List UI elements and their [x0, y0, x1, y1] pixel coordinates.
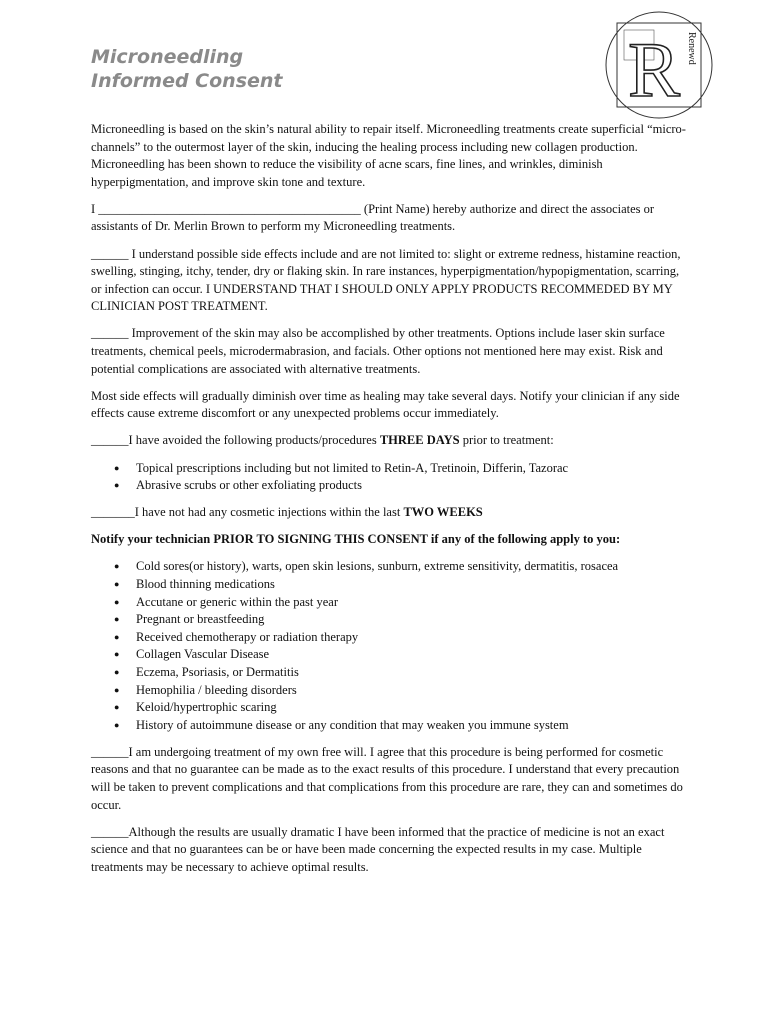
- logo-text: Renewd: [686, 32, 697, 65]
- list-item: ● Accutane or generic within the past year: [136, 594, 687, 612]
- notify-heading: Notify your technician PRIOR TO SIGNING THIS CONSENT if any of the following apply to you:: [91, 532, 621, 547]
- list-item: ● Hemophilia / bleeding disorders: [136, 682, 687, 700]
- list-item: ● Keloid/hypertrophic scaring: [136, 699, 687, 717]
- consent-body: [91, 121, 687, 886]
- injections-paragraph: _______I have not had any cosmetic injections within the last TWO WEEKS: [91, 505, 483, 520]
- free-will-paragraph: ______I am undergoing treatment of my own free will. I agree that this procedure is being performed for cosmetic reasons and that no guarantee can be made as to the exact results of this procedure. I understand that every precaution will be taken to prevent complications and that complications from this procedure are rare, they can and sometimes do occur.: [91, 744, 683, 812]
- results-paragraph: ______Although the results are usually dramatic I have been informed that the practice of medicine is not an exact science and that no guarantees can be or have been made concerning the expected results in my case. Multiple treatments may be necessary to achieve optimal results.: [91, 824, 665, 874]
- page-title: [91, 45, 283, 93]
- list-item: ● Pregnant or breastfeeding: [136, 611, 687, 629]
- authorize-paragraph: I __________________________________________ (Print Name) hereby authorize and direct the associates or assistants of Dr. Merlin Brown to perform my Microneedling treatments.: [91, 201, 655, 234]
- alternatives-paragraph: ______ Improvement of the skin may also be accomplished by other treatments. Options include laser skin surface treatments, chemical peels, microdermabrasion, and facials. Other options not mentioned here may exist. Risk and potential complications are associated with alternative treatments.: [91, 326, 665, 376]
- intro-paragraph: Microneedling is based on the skin’s natural ability to repair itself. Microneedling treatments create superficial “micro-channels” to the outermost layer of the skin, inducing the healing process including new collagen production. Microneedling has been shown to reduce the visibility of acne scars, fine lines, and wrinkles, diminish hyperpigmentation, and improve skin tone and texture.: [91, 122, 686, 189]
- title-line-2: Informed Consent: [91, 70, 283, 92]
- list-item: ● Eczema, Psoriasis, or Dermatitis: [136, 664, 687, 682]
- list-item: ● Abrasive scrubs or other exfoliating products: [136, 477, 687, 495]
- avoided-paragraph: ______I have avoided the following products/procedures THREE DAYS prior to treatment:: [91, 433, 554, 448]
- list-item: ● History of autoimmune disease or any condition that may weaken you immune system: [136, 717, 687, 735]
- logo-letter: R: [627, 26, 681, 113]
- list-item: ● Cold sores(or history), warts, open skin lesions, sunburn, extreme sensitivity, dermatitis, rosacea: [136, 558, 687, 576]
- list-item: ● Received chemotherapy or radiation therapy: [136, 629, 687, 647]
- avoided-list: [91, 460, 687, 495]
- diminish-paragraph: Most side effects will gradually diminish over time as healing may take several days. Notify your clinician if any side effects cause extreme discomfort or any unexpected problems occur immediately.: [91, 388, 680, 421]
- list-item: ● Topical prescriptions including but not limited to Retin-A, Tretinoin, Differin, Tazorac: [136, 460, 687, 478]
- renewd-logo: [604, 10, 714, 120]
- side-effects-paragraph: ______ I understand possible side effects include and are not limited to: slight or extreme redness, histamine reaction, swelling, stinging, itchy, tender, dry or flaking skin. In rare instances, hyperpigmentation/hypopigmentation, scarring, or infection can occur. I UNDERSTAND THAT I SHOULD ONLY APPLY PRODUCTS RECOMMEDED BY MY CLINICIAN POST TREATMENT.: [91, 246, 681, 314]
- notify-list: [91, 558, 687, 734]
- title-line-1: Microneedling: [91, 46, 244, 68]
- list-item: ● Collagen Vascular Disease: [136, 646, 687, 664]
- list-item: ● Blood thinning medications: [136, 576, 687, 594]
